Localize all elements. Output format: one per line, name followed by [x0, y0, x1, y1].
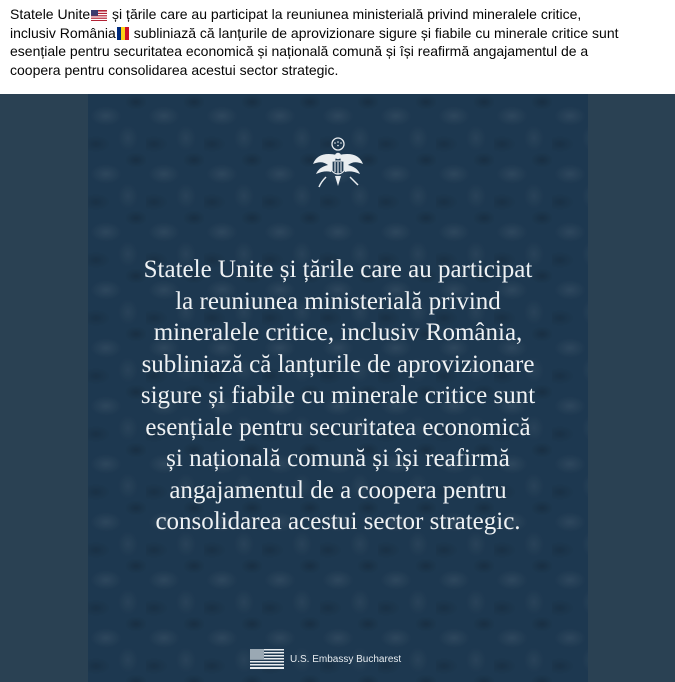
us-flag-icon — [250, 649, 284, 669]
quote-line: sigure și fiabile cu minerale critice sunt — [140, 382, 536, 409]
embassy-footer — [250, 647, 401, 671]
quote-line: mineralele critice, inclusiv România, — [153, 319, 523, 346]
caption-line-1: Statele Unite și țările care au participat la reuniunea ministerială privind mineralele critice, — [10, 6, 582, 22]
statement-card — [88, 94, 588, 682]
quote-line: consolidarea acestui sector strategic. — [155, 508, 521, 535]
quote-line: și națională comună și își reafirmă — [166, 445, 510, 472]
quote-line: esențiale pentru securitatea economică — [145, 413, 531, 441]
romania-flag-icon — [117, 27, 129, 40]
embassy-label: U.S. Embassy Bucharest — [290, 653, 402, 665]
quote-line: subliniază că lanțurile de aprovizionare — [141, 350, 535, 378]
quote-line: Statele Unite și țările care au participat — [143, 256, 533, 283]
statement-quote — [88, 254, 588, 538]
caption-line-4: coopera pentru consolidarea acestui sector strategic. — [10, 61, 339, 78]
quote-line: angajamentul de a coopera pentru — [169, 476, 507, 504]
caption-line-3: esențiale pentru securitatea economică și națională comună și își reafirmă angajamentul de a — [10, 43, 589, 59]
caption-line-2: inclusiv România subliniază că lanțurile de aprovizionare sigure și fiabile cu minerale critice sunt — [10, 24, 619, 41]
us-flag-icon — [91, 10, 107, 21]
quote-line: la reuniunea ministerială privind — [175, 287, 501, 315]
us-seal-eagle-icon — [308, 134, 368, 194]
post-image[interactable] — [0, 94, 675, 682]
post-caption — [10, 5, 665, 79]
